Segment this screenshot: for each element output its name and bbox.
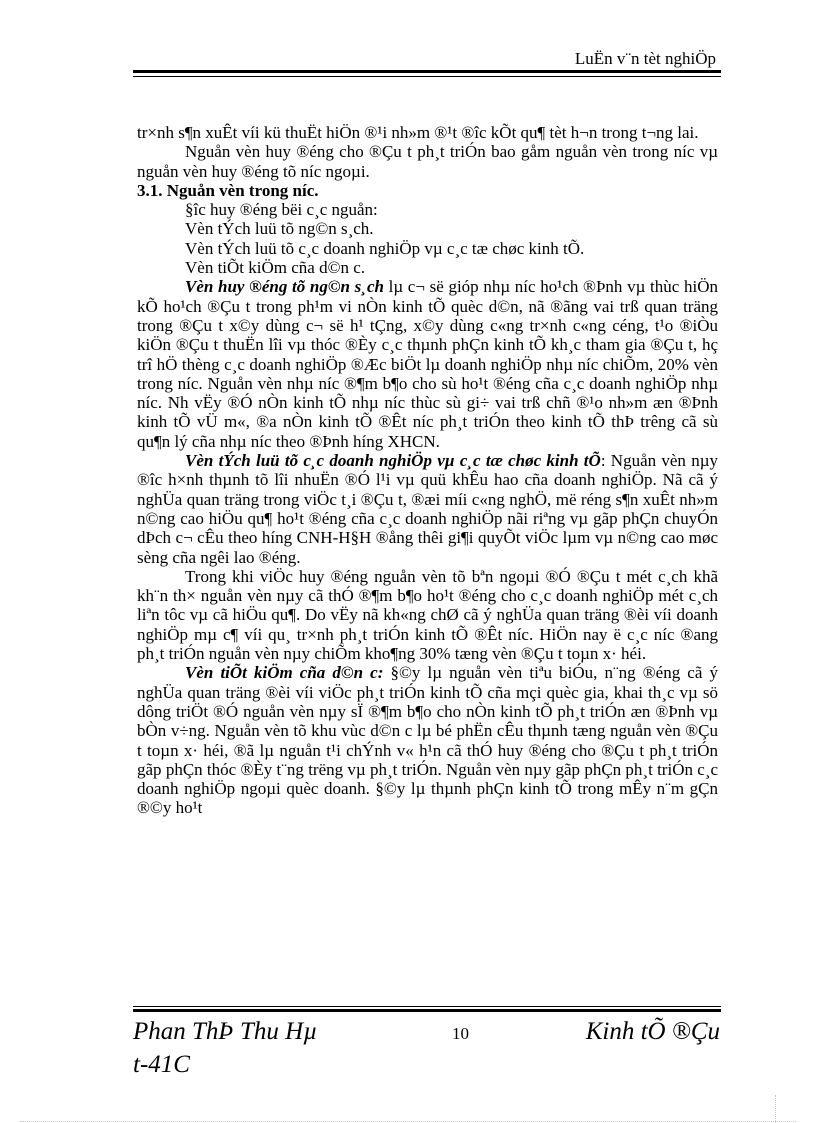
source-item-budget: Vèn tÝch luü tõ ng©n s¸ch.	[185, 219, 374, 239]
source-item-enterprises: Vèn tÝch luü tõ c¸c doanh nghiÖp vµ c¸c tæ chøc kinh tÕ.	[185, 238, 585, 258]
source-item-savings: Vèn tiÕt kiÖm cña d©n c.	[185, 258, 366, 278]
paragraph-continuation: tr×nh s¶n xuÊt víi kü thuËt hiÖn ®¹i nh»m ®¹t ®îc kÕt qu¶ tèt h¬n trong t¬ng lai.	[137, 123, 699, 142]
footer-author-name: Phan ThÞ Thu Hµ	[133, 1018, 318, 1045]
text-savings-capital: §©y lµ nguån vèn tiªu biÓu, n¨ng ®éng cã ý nghÜa quan träng ®èi víi viÖc ph¸t triÓn kinh tÕ cña mçi quèc gia, khai th¸c vµ sö dông triÖt ®Ó nguån vèn nµy sÏ ®¶m b¶o cho nÒn kinh tÕ ph¸t triÓn æn ®Þnh vµ bÒn v÷ng. Nguån vèn tõ khu vùc d©n c lµ bé phËn cÊu thµnh tæng nguån vèn ®Çu t toµn x· héi, ®ã lµ nguån t¹i chÝnh v« h¹n cã thÓ huy ®éng cho ®Çu t ph¸t triÓn gãp phÇn thóc ®Èy t¨ng trëng vµ ph¸t triÓn. Nguån vèn nµy gãp phÇn ph¸t triÓn c¸c doanh nghiÖp ngoµi quèc doanh. §©y lµ thµnh phÇn kinh tÕ trong mÊy n¨m gÇn ®©y ho¹t	[137, 663, 718, 818]
page-boundary-horizontal	[20, 1121, 796, 1122]
lead-enterprise-capital: Vèn tÝch luü tõ c¸c doanh nghiÖp vµ c¸c tæ chøc kinh tÕ	[185, 451, 601, 471]
lead-savings-capital: Vèn tiÕt kiÖm cña d©n c:	[185, 663, 384, 683]
lead-budget-capital: Vèn huy ®éng tõ ng©n s¸ch	[185, 277, 384, 297]
paragraph-savings-capital	[137, 663, 718, 817]
paragraph-budget-capital	[137, 277, 718, 451]
header-rule-thick	[133, 70, 721, 73]
page-number: 10	[452, 1024, 469, 1043]
body-text	[137, 123, 718, 818]
section-heading: 3.1. Nguån vèn trong níc.	[137, 180, 319, 200]
paragraph-capital-sources: Nguån vèn huy ®éng cho ®Çu t ph¸t triÓn bao gåm nguån vèn trong níc vµ nguån vèn huy ®éng tõ níc ngoµi.	[137, 142, 718, 181]
footer-author	[133, 1015, 318, 1081]
header-title: LuËn v¨n tèt nghiÖp	[574, 49, 716, 68]
header-rule-thin	[133, 76, 721, 77]
paragraph-external-capital: Trong khi viÖc huy ®éng nguån vèn tõ bªn ngoµi ®Ó ®Çu t mét c¸ch khã kh¨n th× nguån vèn nµy cã thÓ ®¶m b¶o ho¹t ®éng cho c¸c doanh nghiÖp mét c¸ch liªn tôc vµ cã hiÖu qu¶. Do vËy nã kh«ng chØ cã ý nghÜa quan träng ®èi víi doanh nghiÖp mµ c¶ víi qu¸ tr×nh ph¸t triÓn kinh tÕ ®Êt níc. HiÖn nay ë c¸c níc ®ang ph¸t triÓn nguån vèn nµy chiÕm kho¶ng 30% tæng vèn ®Çu t toµn x· héi.	[137, 566, 718, 664]
source-list-intro: §îc huy ®éng bëi c¸c nguån:	[185, 200, 378, 220]
paragraph-enterprise-capital	[137, 451, 718, 567]
footer-department: Kinh tÕ ®Çu	[585, 1018, 720, 1045]
footer-rule-thin	[133, 1006, 721, 1007]
text-budget-capital: lµ c¬ së gióp nhµ níc ho¹ch ®Þnh vµ thùc hiÖn kÕ ho¹ch ®Çu t trong ph¹m vi nÒn kinh tÕ quèc d©n, nã ®ãng vai trß quan träng trong ®Çu t x©y dùng c¬ së h¹ tÇng, x©y dùng c«ng tr×nh c«ng céng, t¹o ®iÒu kiÖn ®Çu t thuËn lîi vµ thóc ®Èy c¸c thµnh phÇn kinh tÕ kh¸c tham gia ®Çu t, hç trî hÖ thèng c¸c doanh nghiÖp ®Æc biÖt lµ doanh nghiÖp nhµ níc chiÕm, 20% vèn trong níc. Nguån vèn nhµ níc ®¶m b¶o cho sù ho¹t ®éng cña c¸c doanh nghiÖp nhµ níc. Nh vËy ®Ó nÒn kinh tÕ nhµ níc thùc sù gi÷ vai trß chñ ®¹o nh»m æn ®Þnh kinh tÕ vÜ m«, ®a nÒn kinh tÕ ®Êt níc ph¸t triÓn theo kinh tÕ thÞ trêng cã sù qu¶n lý cña nhµ níc theo ®Þnh híng XHCN.	[137, 277, 718, 451]
text-enterprise-capital: : Nguån vèn nµy ®îc h×nh thµnh tõ lîi nhuËn ®Ó l¹i vµ quü khÊu hao cña doanh nghiÖp. Nã cã ý nghÜa quan träng trong viÖc t¸i ®Çu t, ®æi míi c«ng nghÖ, më réng s¶n xuÊt nh»m n©ng cao hiÖu qu¶ ho¹t ®éng cña c¸c doanh nghiÖp nãi riªng vµ gãp phÇn chuyÓn dÞch c¬ cÊu theo híng CNH-H§H ®ång thêi gi¶i quyÕt viÖc lµm vµ n©ng cao møc sèng cña ngêi lao ®éng.	[137, 451, 718, 567]
footer-rule-thick	[133, 1009, 721, 1012]
page-boundary-vertical	[775, 1095, 776, 1123]
footer-author-class: t-41C	[133, 1051, 190, 1078]
